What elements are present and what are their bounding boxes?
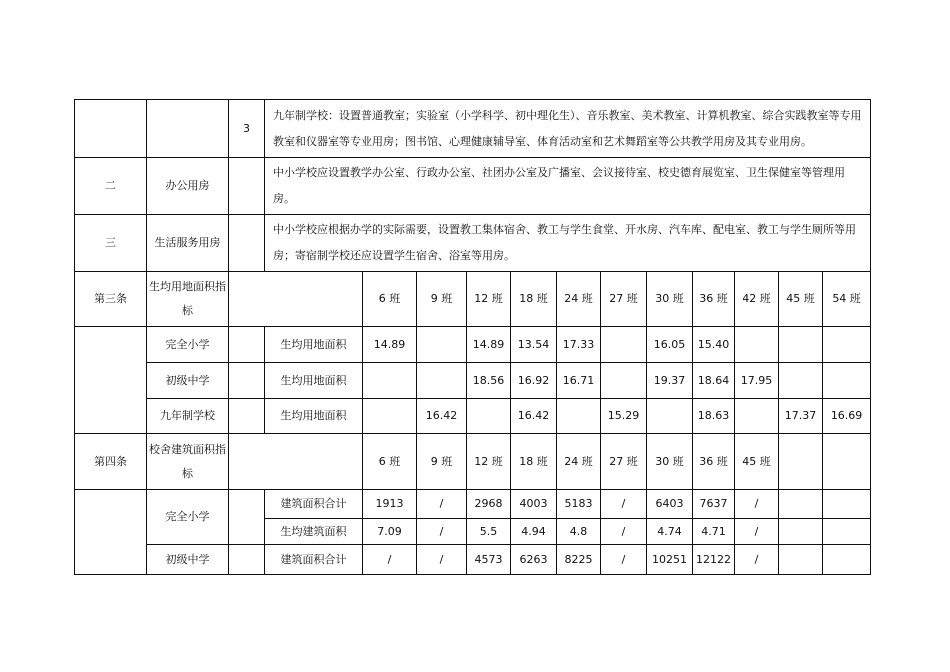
value-cell: 10251	[647, 545, 693, 575]
value-cell: 19.37	[647, 363, 693, 399]
class-header: 12 班	[467, 272, 511, 327]
value-cell	[779, 490, 823, 519]
class-header: 6 班	[363, 272, 417, 327]
cell-empty	[229, 327, 265, 363]
value-cell: 2968	[467, 490, 511, 519]
section-name: 生活服务用房	[147, 215, 229, 272]
class-header: 18 班	[511, 272, 557, 327]
cell-empty	[229, 490, 265, 545]
school-type: 九年制学校	[147, 399, 229, 434]
table-row	[75, 399, 871, 434]
section-label: 二	[75, 158, 147, 215]
class-header: 30 班	[647, 272, 693, 327]
value-cell: 16.42	[417, 399, 467, 434]
table-row-nine-year-rooms	[75, 100, 871, 158]
value-cell	[601, 363, 647, 399]
value-cell	[363, 399, 417, 434]
value-cell	[647, 399, 693, 434]
value-cell: 14.89	[363, 327, 417, 363]
nine-year-school-rooms-text: 九年制学校：设置普通教室；实验室（小学科学、初中理化生）、音乐教室、美术教室、计算机教室、综合实践教室等专用教室和仪器室等专业用房；图书馆、心理健康辅导室、体育活动室和艺术舞蹈室等公共教学用房及其专业用房。	[265, 100, 871, 158]
value-cell: /	[363, 545, 417, 575]
value-cell: 6403	[647, 490, 693, 519]
cell-empty	[229, 158, 265, 215]
class-header: 6 班	[363, 434, 417, 490]
article-label: 第四条	[75, 434, 147, 490]
table-row-service	[75, 215, 871, 272]
metric-label: 建筑面积合计	[265, 545, 363, 575]
value-cell: 18.63	[693, 399, 735, 434]
office-rooms-text: 中小学校应设置教学办公室、行政办公室、社团办公室及广播室、会议接待室、校史德育展览室、卫生保健室等管理用房。	[265, 158, 871, 215]
cell-empty	[147, 100, 229, 158]
class-header: 36 班	[693, 272, 735, 327]
class-header: 45 班	[735, 434, 779, 490]
value-cell: /	[735, 490, 779, 519]
class-header	[779, 434, 823, 490]
item-number: 3	[229, 100, 265, 158]
value-cell: /	[601, 490, 647, 519]
value-cell	[823, 327, 871, 363]
school-standards-table	[74, 99, 871, 575]
value-cell	[417, 327, 467, 363]
value-cell: 4.94	[511, 519, 557, 545]
value-cell: 16.92	[511, 363, 557, 399]
value-cell: 16.42	[511, 399, 557, 434]
value-cell: 12122	[693, 545, 735, 575]
class-header: 12 班	[467, 434, 511, 490]
school-type: 初级中学	[147, 545, 229, 575]
article-title	[147, 272, 229, 327]
cell-empty	[75, 327, 147, 434]
article-title	[147, 434, 229, 490]
class-header: 42 班	[735, 272, 779, 327]
class-header	[823, 434, 871, 490]
class-header: 27 班	[601, 434, 647, 490]
cell-empty	[75, 100, 147, 158]
article3-header-row	[75, 272, 871, 327]
value-cell: 8225	[557, 545, 601, 575]
value-cell	[779, 363, 823, 399]
value-cell: 4.74	[647, 519, 693, 545]
value-cell: /	[735, 519, 779, 545]
section-label: 三	[75, 215, 147, 272]
cell-empty	[229, 545, 265, 575]
class-header: 18 班	[511, 434, 557, 490]
value-cell: /	[417, 490, 467, 519]
value-cell: 7637	[693, 490, 735, 519]
value-cell: 13.54	[511, 327, 557, 363]
class-header: 24 班	[557, 272, 601, 327]
value-cell: 4003	[511, 490, 557, 519]
value-cell: 4.8	[557, 519, 601, 545]
section-name: 办公用房	[147, 158, 229, 215]
article-title-text: 校舍建筑面积指标	[149, 442, 226, 480]
value-cell: 7.09	[363, 519, 417, 545]
table-row	[75, 363, 871, 399]
article-title-text: 生均用地面积指标	[149, 280, 226, 317]
value-cell	[823, 363, 871, 399]
value-cell: 1913	[363, 490, 417, 519]
school-type: 完全小学	[147, 490, 229, 545]
class-header: 27 班	[601, 272, 647, 327]
value-cell	[735, 399, 779, 434]
cell-empty	[229, 272, 363, 327]
class-header: 9 班	[417, 434, 467, 490]
value-cell: 5183	[557, 490, 601, 519]
value-cell: /	[735, 545, 779, 575]
table-row-office	[75, 158, 871, 215]
table-row	[75, 545, 871, 575]
cell-empty	[75, 490, 147, 575]
cell-empty	[229, 399, 265, 434]
school-type: 完全小学	[147, 327, 229, 363]
metric-label: 生均用地面积	[265, 399, 363, 434]
value-cell	[467, 399, 511, 434]
cell-empty	[229, 215, 265, 272]
value-cell	[779, 545, 823, 575]
class-header: 9 班	[417, 272, 467, 327]
value-cell: 15.40	[693, 327, 735, 363]
table-row	[75, 327, 871, 363]
class-header: 36 班	[693, 434, 735, 490]
value-cell	[823, 490, 871, 519]
value-cell: /	[417, 519, 467, 545]
table-row	[75, 490, 871, 519]
service-rooms-text: 中小学校应根据办学的实际需要，设置教工集体宿舍、教工与学生食堂、开水房、汽车库、配电室、教工与学生厕所等用房；寄宿制学校还应设置学生宿舍、浴室等用房。	[265, 215, 871, 272]
value-cell: /	[601, 519, 647, 545]
class-header: 30 班	[647, 434, 693, 490]
class-header: 45 班	[779, 272, 823, 327]
metric-label: 生均建筑面积	[265, 519, 363, 545]
class-header: 54 班	[823, 272, 871, 327]
value-cell: 16.05	[647, 327, 693, 363]
value-cell	[779, 327, 823, 363]
value-cell: 18.64	[693, 363, 735, 399]
metric-label: 生均用地面积	[265, 363, 363, 399]
class-header: 24 班	[557, 434, 601, 490]
metric-label: 建筑面积合计	[265, 490, 363, 519]
value-cell	[823, 545, 871, 575]
article-label: 第三条	[75, 272, 147, 327]
value-cell	[735, 327, 779, 363]
value-cell	[601, 327, 647, 363]
value-cell: /	[601, 545, 647, 575]
value-cell: 16.71	[557, 363, 601, 399]
value-cell	[417, 363, 467, 399]
value-cell: 5.5	[467, 519, 511, 545]
value-cell	[363, 363, 417, 399]
school-type: 初级中学	[147, 363, 229, 399]
value-cell: 14.89	[467, 327, 511, 363]
value-cell: 18.56	[467, 363, 511, 399]
value-cell: 15.29	[601, 399, 647, 434]
value-cell: 17.95	[735, 363, 779, 399]
article4-header-row	[75, 434, 871, 490]
value-cell: 17.33	[557, 327, 601, 363]
value-cell: 17.37	[779, 399, 823, 434]
value-cell	[779, 519, 823, 545]
cell-empty	[229, 363, 265, 399]
value-cell: 16.69	[823, 399, 871, 434]
value-cell	[557, 399, 601, 434]
value-cell: /	[417, 545, 467, 575]
value-cell: 6263	[511, 545, 557, 575]
value-cell: 4573	[467, 545, 511, 575]
value-cell	[823, 519, 871, 545]
value-cell: 4.71	[693, 519, 735, 545]
cell-empty	[229, 434, 363, 490]
metric-label: 生均用地面积	[265, 327, 363, 363]
